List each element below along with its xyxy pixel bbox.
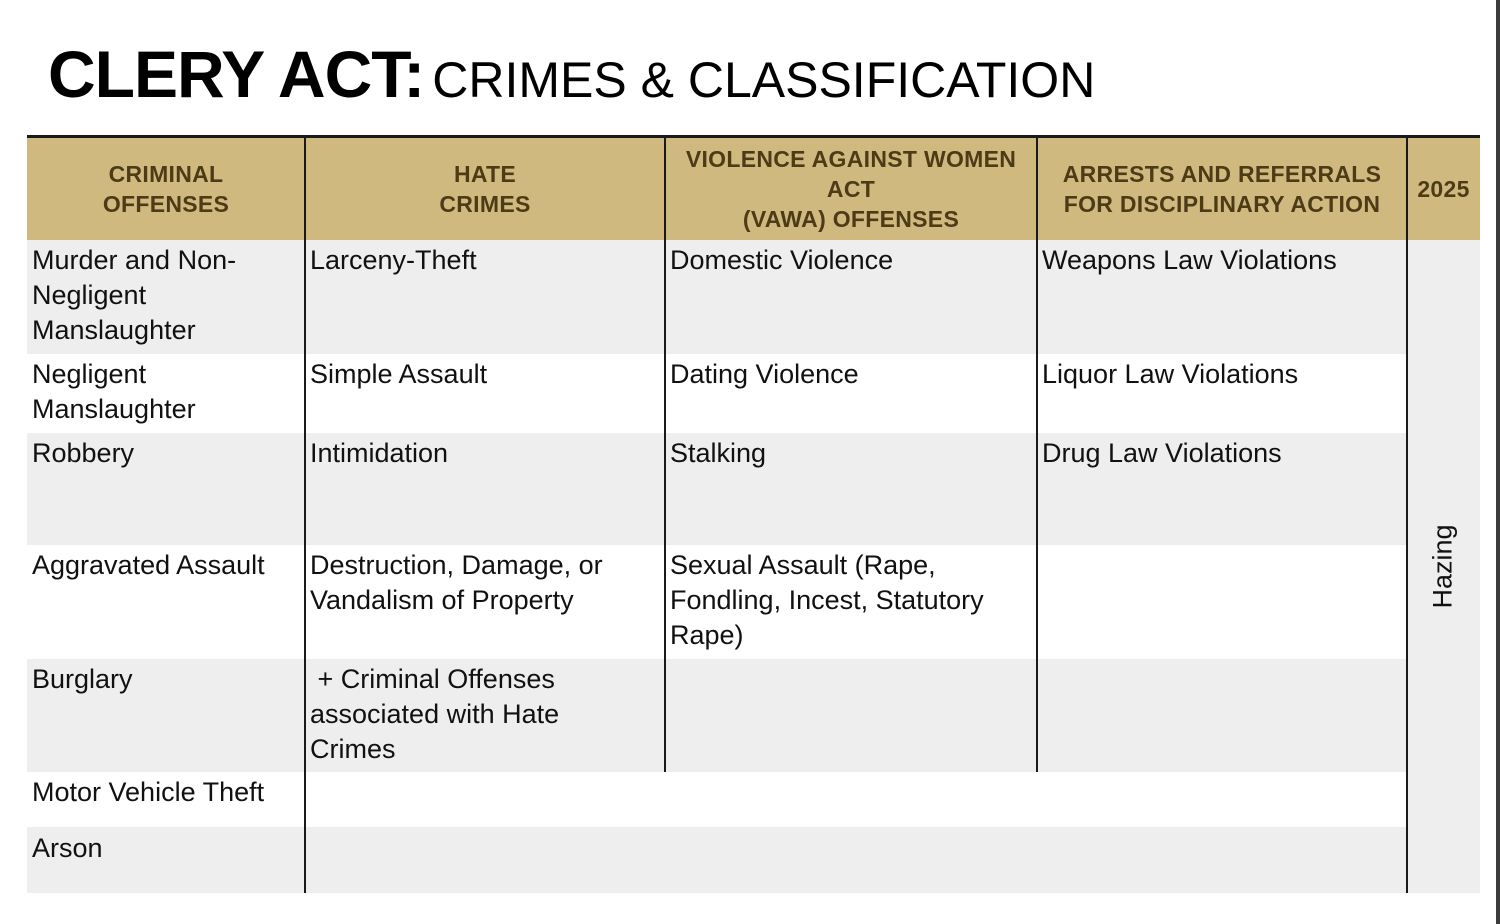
row-band [27, 659, 1407, 772]
header-vawa-offenses: VIOLENCE AGAINST WOMEN ACT (VAWA) OFFENSES [685, 146, 1017, 232]
header-arrests-referrals: ARRESTS AND REFERRALS FOR DISCIPLINARY ACTION [1062, 161, 1382, 217]
criminal-offense-cell: Robbery [32, 438, 135, 468]
criminal-offense-cell: Murder and Non- Negligent Manslaughter [32, 245, 237, 345]
hate-crime-cell: Simple Assault [310, 359, 488, 389]
header-hate-crimes: HATE CRIMES [439, 161, 531, 217]
column-divider [304, 135, 306, 893]
row-band [27, 827, 1407, 893]
vawa-offense-cell: Sexual Assault (Rape, Fondling, Incest, Statutory Rape) [670, 550, 984, 650]
criminal-offense-cell: Arson [32, 833, 103, 863]
header-year: 2025 [1417, 176, 1470, 202]
hate-crime-cell: + Criminal Offenses associated with Hate Crimes [310, 664, 560, 764]
page-title [48, 36, 1095, 112]
header-criminal-offenses: CRIMINAL OFFENSES [102, 161, 230, 217]
hate-crime-cell: Intimidation [310, 438, 449, 468]
criminal-offense-cell: Aggravated Assault [32, 550, 265, 580]
column-divider [1036, 135, 1038, 772]
slide-right-edge [1496, 0, 1500, 924]
hate-crime-cell: Larceny-Theft [310, 245, 477, 275]
vawa-offense-cell: Dating Violence [670, 359, 859, 389]
hazing-cell [1407, 240, 1480, 893]
arrest-referral-cell: Weapons Law Violations [1042, 245, 1337, 275]
hate-crime-cell: Destruction, Damage, or Vandalism of Property [310, 550, 603, 615]
vawa-offense-cell: Domestic Violence [670, 245, 894, 275]
arrest-referral-cell: Drug Law Violations [1042, 438, 1282, 468]
criminal-offense-cell: Motor Vehicle Theft [32, 777, 265, 807]
vawa-offense-cell: Stalking [670, 438, 767, 468]
clery-table [27, 135, 1480, 893]
criminal-offense-cell: Negligent Manslaughter [32, 359, 196, 424]
table-header [27, 135, 1480, 240]
column-divider [664, 135, 666, 772]
arrest-referral-cell: Liquor Law Violations [1042, 359, 1299, 389]
title-bold: CLERY ACT: [48, 37, 425, 111]
hazing-label: Hazing [1428, 524, 1459, 609]
criminal-offense-cell: Burglary [32, 664, 133, 694]
title-subtitle: CRIMES & CLASSIFICATION [432, 52, 1096, 108]
